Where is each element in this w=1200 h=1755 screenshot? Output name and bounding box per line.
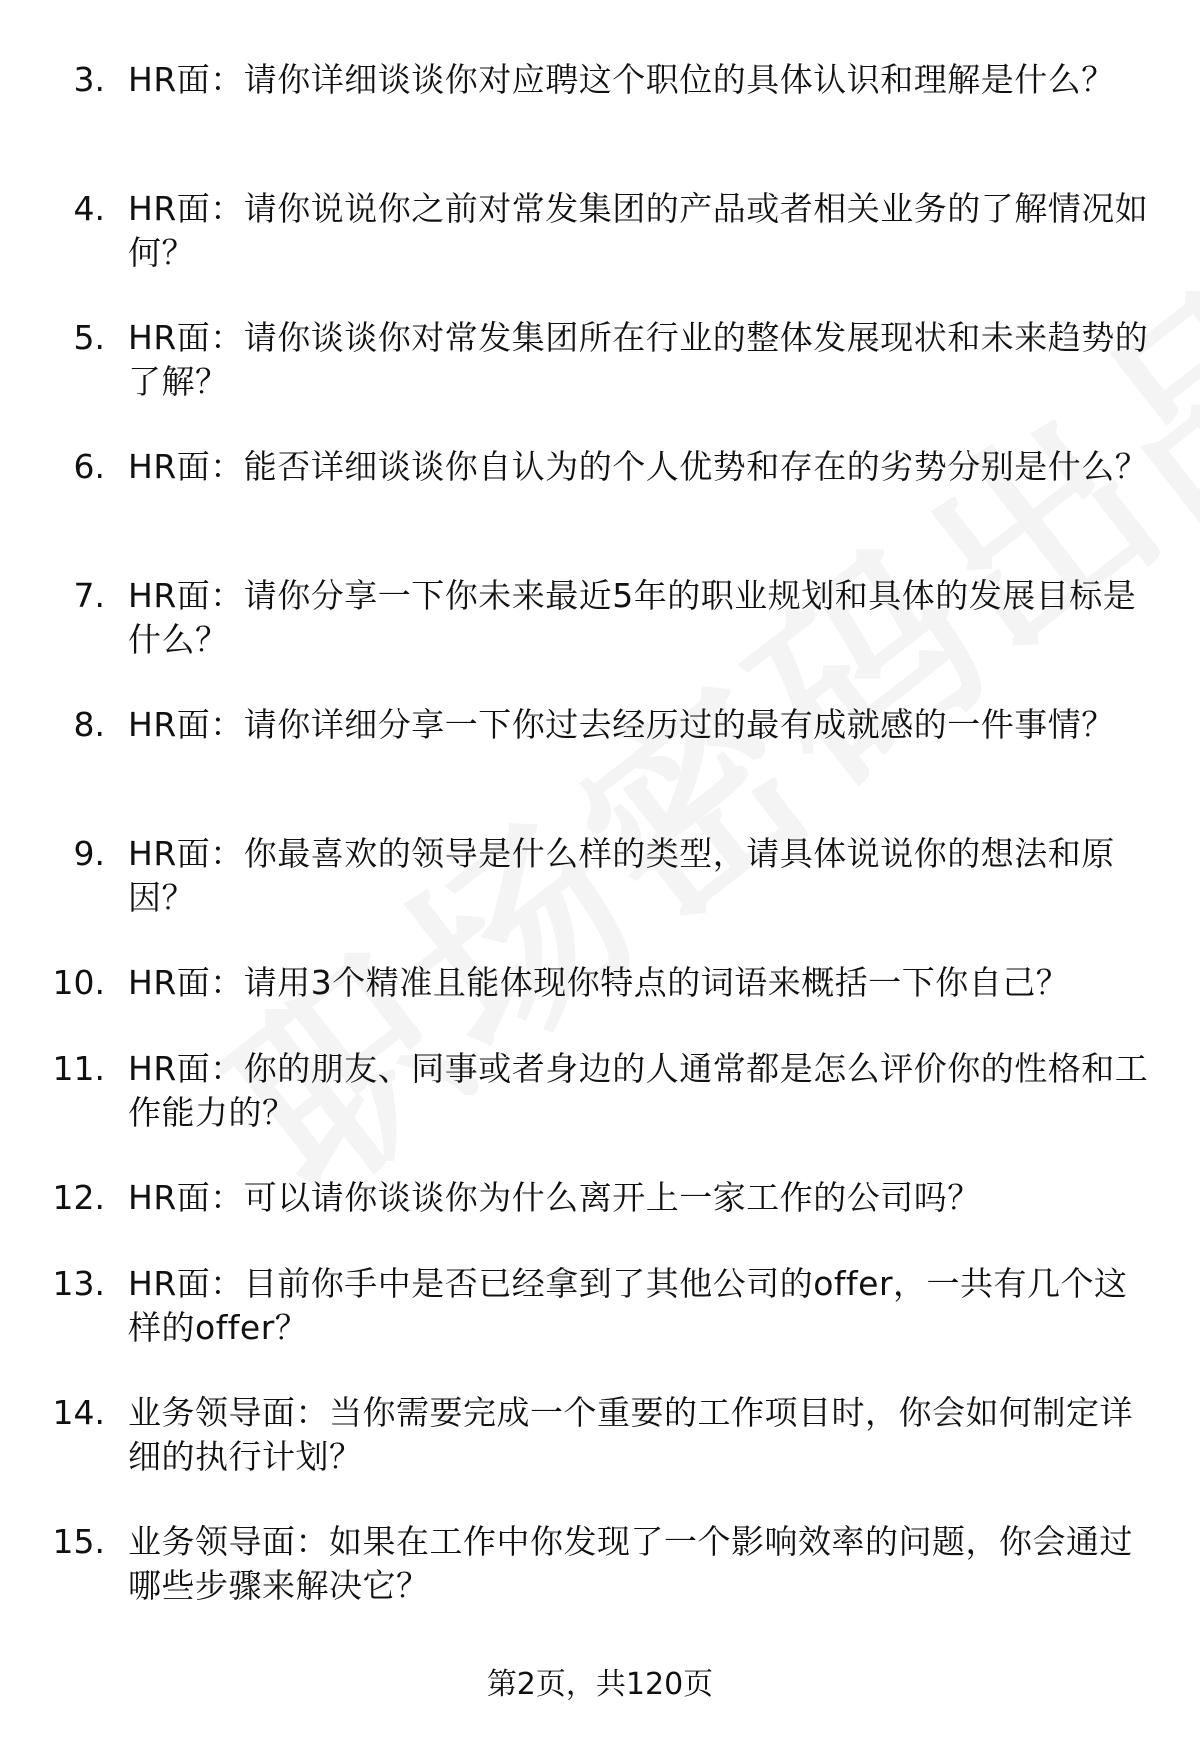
item-number: 9.: [73, 834, 105, 873]
item-text: HR面：请用3个精准且能体现你特点的词语来概括一下你自己？: [128, 963, 1070, 1002]
item-text: HR面：请你分享一下你未来最近5年的职业规划和具体的发展目标是什么？: [128, 576, 1137, 659]
item-text: HR面：可以请你谈谈你为什么离开上一家工作的公司吗？: [128, 1178, 981, 1217]
item-text: HR面：请你说说你之前对常发集团的产品或者相关业务的了解情况如何？: [128, 189, 1149, 272]
item-number: 7.: [73, 576, 105, 615]
list-item: [0, 187, 1200, 316]
item-text: HR面：请你详细谈谈你对应聘这个职位的具体认识和理解是什么？: [128, 60, 1115, 99]
item-number: 6.: [73, 447, 105, 486]
item-text: HR面：请你谈谈你对常发集团所在行业的整体发展现状和未来趋势的了解？: [128, 318, 1149, 401]
item-text: HR面：能否详细谈谈你自认为的个人优势和存在的劣势分别是什么？: [128, 447, 1149, 486]
list-item: [0, 445, 1200, 574]
item-number: 11.: [52, 1049, 105, 1088]
list-item: [0, 961, 1200, 1047]
question-list: [0, 58, 1200, 1649]
list-item: [0, 832, 1200, 961]
item-text: HR面：请你详细分享一下你过去经历过的最有成就感的一件事情？: [128, 705, 1115, 744]
list-item: [0, 316, 1200, 445]
item-number: 10.: [52, 963, 105, 1002]
list-item: [0, 1391, 1200, 1520]
list-item: [0, 58, 1200, 187]
list-item: [0, 1520, 1200, 1649]
item-number: 4.: [73, 189, 105, 228]
item-text: HR面：目前你手中是否已经拿到了其他公司的offer，一共有几个这样的offer？: [128, 1264, 1128, 1347]
item-number: 13.: [52, 1264, 105, 1303]
page-footer: 第2页，共120页: [486, 1667, 714, 1702]
item-text: 业务领导面：当你需要完成一个重要的工作项目时，你会如何制定详细的执行计划？: [128, 1393, 1133, 1476]
list-item: [0, 574, 1200, 703]
item-text: HR面：你最喜欢的领导是什么样的类型，请具体说说你的想法和原因？: [128, 834, 1115, 917]
item-number: 14.: [52, 1393, 105, 1432]
item-text: HR面：你的朋友、同事或者身边的人通常都是怎么评价你的性格和工作能力的？: [128, 1049, 1149, 1132]
item-text: 业务领导面：如果在工作中你发现了一个影响效率的问题，你会通过哪些步骤来解决它？: [128, 1522, 1133, 1605]
list-item: [0, 1047, 1200, 1176]
list-item: [0, 1262, 1200, 1391]
list-item: [0, 1176, 1200, 1262]
item-number: 15.: [52, 1522, 105, 1561]
item-number: 8.: [73, 705, 105, 744]
item-number: 12.: [52, 1178, 105, 1217]
list-item: [0, 703, 1200, 832]
item-number: 3.: [73, 60, 105, 99]
item-number: 5.: [73, 318, 105, 357]
